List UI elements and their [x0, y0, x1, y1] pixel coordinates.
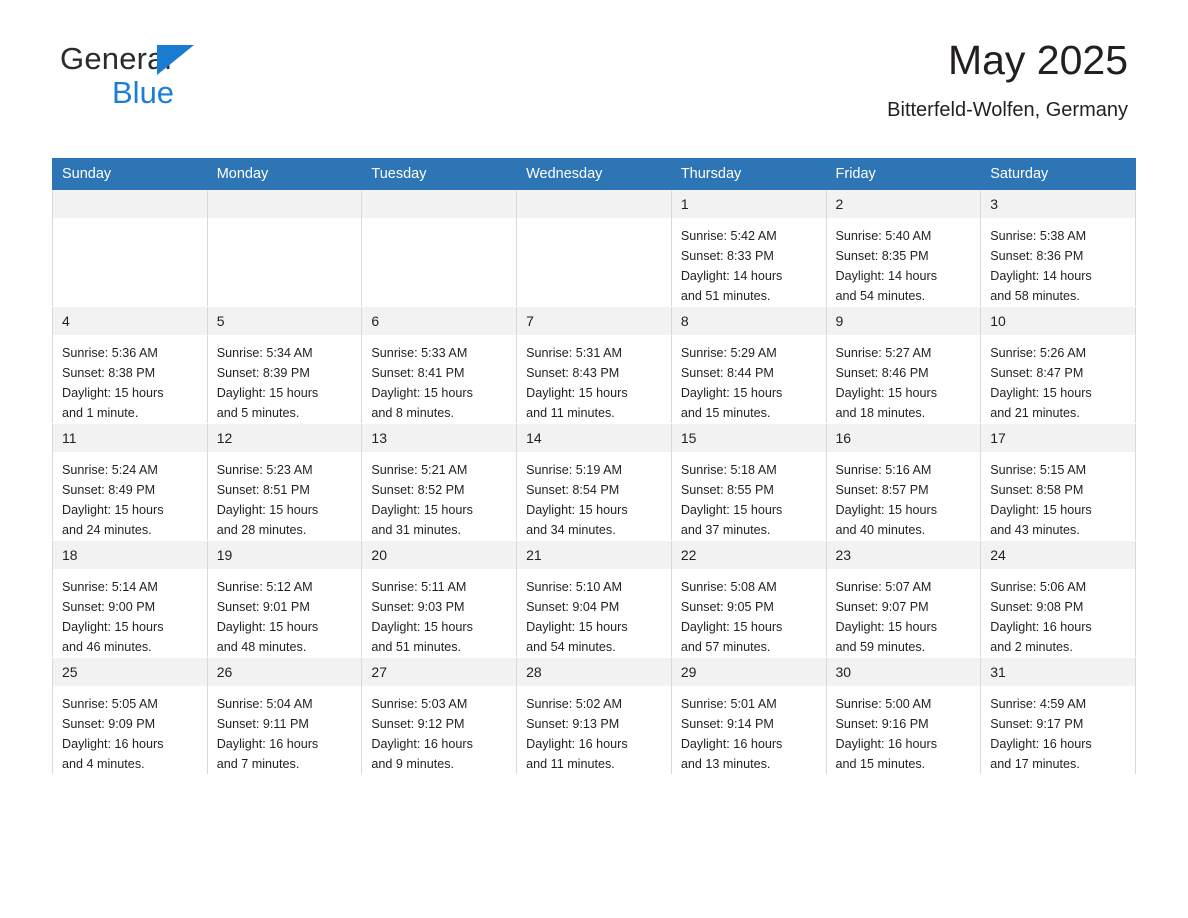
day-info-line: and 51 minutes.: [371, 640, 462, 654]
calendar-day-cell-empty: [362, 190, 517, 307]
day-number: 27: [362, 658, 516, 686]
day-info-line: Daylight: 16 hours: [216, 737, 319, 751]
day-info-line: Sunset: 8:49 PM: [62, 483, 156, 497]
day-info-line: Sunrise: 5:24 AM: [62, 463, 158, 477]
day-info-line: Sunrise: 5:07 AM: [835, 580, 932, 594]
day-info-line: Sunset: 9:03 PM: [371, 600, 465, 614]
calendar-week-row: [53, 658, 1136, 775]
calendar-day-cell[interactable]: [671, 541, 826, 658]
day-number: [517, 190, 671, 218]
day-number: 26: [208, 658, 362, 686]
day-info-line: Sunset: 8:58 PM: [990, 483, 1084, 497]
day-info-line: Daylight: 15 hours: [526, 620, 628, 634]
day-info-line: Sunrise: 5:08 AM: [680, 580, 777, 594]
day-info-line: Daylight: 15 hours: [990, 386, 1092, 400]
day-info-line: Daylight: 15 hours: [216, 386, 319, 400]
day-number: 19: [208, 541, 362, 569]
calendar-day-cell[interactable]: [826, 424, 981, 541]
day-info-line: Sunrise: 5:21 AM: [371, 463, 468, 477]
page-header: [52, 0, 1136, 121]
day-sun-info: [517, 686, 671, 774]
day-number: 1: [672, 190, 826, 218]
day-info-line: Sunset: 9:00 PM: [62, 600, 156, 614]
calendar-day-cell[interactable]: [53, 424, 208, 541]
day-info-line: Daylight: 15 hours: [216, 620, 319, 634]
day-info-line: Sunrise: 5:05 AM: [62, 697, 158, 711]
calendar-day-cell[interactable]: [826, 658, 981, 775]
day-info-line: Sunset: 9:04 PM: [526, 600, 620, 614]
day-sun-info: [981, 218, 1135, 306]
calendar-day-cell[interactable]: [981, 424, 1136, 541]
day-info-line: Sunrise: 5:01 AM: [680, 697, 777, 711]
day-number: 3: [981, 190, 1135, 218]
weekday-header-thursday: Thursday: [671, 159, 826, 190]
day-info-line: and 9 minutes.: [371, 757, 455, 771]
day-info-line: Daylight: 15 hours: [835, 620, 938, 634]
day-info-line: Sunrise: 5:34 AM: [216, 346, 313, 360]
logo-triangle-icon: [157, 45, 194, 75]
day-info-line: and 1 minute.: [62, 406, 139, 420]
calendar-day-cell[interactable]: [362, 307, 517, 424]
day-number: 4: [53, 307, 207, 335]
day-sun-info: [981, 452, 1135, 540]
day-info-line: Daylight: 15 hours: [680, 503, 783, 517]
day-sun-info: [672, 569, 826, 657]
day-info-line: Sunrise: 5:36 AM: [62, 346, 158, 360]
day-sun-info: [53, 686, 207, 774]
day-info-line: Sunrise: 5:15 AM: [990, 463, 1087, 477]
calendar-day-cell[interactable]: [207, 307, 362, 424]
day-sun-info: [362, 569, 516, 657]
day-info-line: Daylight: 16 hours: [371, 737, 473, 751]
day-info-line: Sunrise: 5:26 AM: [990, 346, 1087, 360]
day-info-line: and 18 minutes.: [835, 406, 926, 420]
day-number: 11: [53, 424, 207, 452]
day-info-line: Daylight: 16 hours: [990, 737, 1092, 751]
day-info-line: and 51 minutes.: [680, 289, 771, 303]
calendar-day-cell[interactable]: [207, 424, 362, 541]
day-number: [208, 190, 362, 218]
weekday-header-monday: Monday: [207, 159, 362, 190]
day-info-line: Daylight: 15 hours: [371, 620, 473, 634]
day-info-line: and 37 minutes.: [680, 523, 771, 537]
weekday-header-row: [53, 159, 1136, 190]
day-info-line: Sunset: 9:09 PM: [62, 717, 156, 731]
calendar-day-cell[interactable]: [362, 658, 517, 775]
day-info-line: Sunrise: 5:42 AM: [680, 229, 777, 243]
day-info-line: Sunrise: 5:11 AM: [371, 580, 467, 594]
day-info-line: Daylight: 16 hours: [526, 737, 628, 751]
weekday-header-tuesday: Tuesday: [362, 159, 517, 190]
calendar-day-cell[interactable]: [53, 658, 208, 775]
calendar-day-cell-empty: [53, 190, 208, 307]
day-info-line: and 48 minutes.: [216, 640, 307, 654]
day-info-line: Sunset: 9:13 PM: [526, 717, 620, 731]
day-info-line: Sunrise: 5:04 AM: [216, 697, 313, 711]
day-info-line: Sunset: 8:57 PM: [835, 483, 929, 497]
day-info-line: Daylight: 15 hours: [680, 386, 783, 400]
day-info-line: and 17 minutes.: [990, 757, 1080, 771]
day-info-line: Sunset: 8:35 PM: [835, 249, 929, 263]
day-info-line: Sunrise: 5:19 AM: [526, 463, 623, 477]
calendar-day-cell[interactable]: [826, 190, 981, 307]
day-sun-info: [827, 569, 981, 657]
day-info-line: Sunset: 8:38 PM: [62, 366, 156, 380]
day-info-line: and 34 minutes.: [526, 523, 616, 537]
day-info-line: and 40 minutes.: [835, 523, 926, 537]
calendar-day-cell[interactable]: [517, 541, 672, 658]
calendar-day-cell-empty: [207, 190, 362, 307]
calendar-day-cell[interactable]: [53, 541, 208, 658]
day-info-line: and 57 minutes.: [680, 640, 771, 654]
day-sun-info: [981, 335, 1135, 423]
day-info-line: and 5 minutes.: [216, 406, 300, 420]
day-sun-info: [208, 686, 362, 774]
calendar-day-cell[interactable]: [671, 658, 826, 775]
day-number: 6: [362, 307, 516, 335]
day-info-line: and 43 minutes.: [990, 523, 1080, 537]
day-number: 23: [827, 541, 981, 569]
day-info-line: Daylight: 16 hours: [680, 737, 783, 751]
day-info-line: Sunrise: 5:12 AM: [216, 580, 313, 594]
day-info-line: Sunset: 9:05 PM: [680, 600, 774, 614]
day-info-line: Daylight: 15 hours: [835, 503, 938, 517]
day-number: 14: [517, 424, 671, 452]
day-info-line: Sunrise: 5:06 AM: [990, 580, 1087, 594]
day-info-line: Daylight: 15 hours: [62, 620, 164, 634]
day-sun-info: [672, 218, 826, 306]
day-info-line: and 11 minutes.: [526, 406, 615, 420]
calendar-day-cell[interactable]: [671, 307, 826, 424]
day-info-line: Sunset: 8:46 PM: [835, 366, 929, 380]
day-number: 20: [362, 541, 516, 569]
logo-text-blue: Blue: [112, 75, 175, 110]
day-info-line: Sunset: 9:08 PM: [990, 600, 1084, 614]
day-info-line: Sunset: 9:14 PM: [680, 717, 774, 731]
calendar-day-cell[interactable]: [207, 658, 362, 775]
day-info-line: Sunset: 8:44 PM: [680, 366, 774, 380]
day-info-line: Sunset: 8:52 PM: [371, 483, 465, 497]
calendar-day-cell-empty: [517, 190, 672, 307]
day-info-line: Sunset: 8:47 PM: [990, 366, 1084, 380]
day-info-line: and 4 minutes.: [62, 757, 145, 771]
day-number: 13: [362, 424, 516, 452]
day-sun-info: [672, 452, 826, 540]
day-info-line: and 54 minutes.: [835, 289, 926, 303]
day-info-line: Daylight: 16 hours: [835, 737, 938, 751]
day-info-line: Sunset: 8:33 PM: [680, 249, 774, 263]
day-info-line: Sunset: 8:51 PM: [216, 483, 310, 497]
day-number: 17: [981, 424, 1135, 452]
day-info-line: Sunset: 9:01 PM: [216, 600, 310, 614]
calendar-week-row: [53, 307, 1136, 424]
day-number: 24: [981, 541, 1135, 569]
day-info-line: Sunset: 9:12 PM: [371, 717, 465, 731]
day-number: 31: [981, 658, 1135, 686]
day-info-line: Sunset: 8:36 PM: [990, 249, 1084, 263]
day-info-line: Sunrise: 4:59 AM: [990, 697, 1087, 711]
calendar-day-cell[interactable]: [517, 658, 672, 775]
day-info-line: Daylight: 14 hours: [990, 269, 1092, 283]
weekday-header-sunday: Sunday: [53, 159, 208, 190]
weekday-header-friday: Friday: [826, 159, 981, 190]
day-number: 7: [517, 307, 671, 335]
day-info-line: Sunrise: 5:38 AM: [990, 229, 1087, 243]
day-info-line: and 28 minutes.: [216, 523, 307, 537]
day-info-line: Sunrise: 5:00 AM: [835, 697, 932, 711]
day-info-line: and 13 minutes.: [680, 757, 771, 771]
day-number: 28: [517, 658, 671, 686]
day-info-line: Sunset: 8:54 PM: [526, 483, 620, 497]
logo-text-general: General: [60, 41, 172, 76]
day-info-line: Sunrise: 5:29 AM: [680, 346, 777, 360]
title-block: [887, 36, 1128, 122]
day-info-line: Sunrise: 5:18 AM: [680, 463, 777, 477]
calendar-day-cell[interactable]: [826, 307, 981, 424]
day-sun-info: [53, 452, 207, 540]
day-sun-info: [517, 452, 671, 540]
day-info-line: Daylight: 15 hours: [371, 503, 473, 517]
day-info-line: and 21 minutes.: [990, 406, 1080, 420]
weekday-header-wednesday: Wednesday: [517, 159, 672, 190]
day-info-line: Sunrise: 5:02 AM: [526, 697, 623, 711]
day-sun-info: [672, 335, 826, 423]
day-info-line: Sunrise: 5:10 AM: [526, 580, 623, 594]
day-sun-info: [827, 335, 981, 423]
day-number: 5: [208, 307, 362, 335]
day-info-line: Sunset: 9:11 PM: [216, 717, 309, 731]
calendar-week-row: [53, 424, 1136, 541]
calendar-day-cell[interactable]: [981, 190, 1136, 307]
day-info-line: Daylight: 15 hours: [835, 386, 938, 400]
day-info-line: and 54 minutes.: [526, 640, 616, 654]
day-sun-info: [517, 335, 671, 423]
day-number: 29: [672, 658, 826, 686]
generalblue-logo: [60, 42, 290, 114]
day-info-line: and 11 minutes.: [526, 757, 615, 771]
day-info-line: Sunset: 8:39 PM: [216, 366, 310, 380]
day-info-line: Daylight: 15 hours: [680, 620, 783, 634]
day-number: [362, 190, 516, 218]
day-sun-info: [672, 686, 826, 774]
day-info-line: Sunset: 8:55 PM: [680, 483, 774, 497]
day-info-line: Sunset: 9:17 PM: [990, 717, 1084, 731]
day-info-line: Sunrise: 5:40 AM: [835, 229, 932, 243]
calendar-body: [53, 190, 1136, 775]
day-info-line: Daylight: 15 hours: [990, 503, 1092, 517]
day-sun-info: [981, 686, 1135, 774]
calendar-table: [52, 158, 1136, 775]
day-info-line: Daylight: 15 hours: [62, 386, 164, 400]
day-sun-info: [827, 686, 981, 774]
day-info-line: Daylight: 15 hours: [371, 386, 473, 400]
location-subtitle: Bitterfeld-Wolfen, Germany: [887, 99, 1128, 121]
day-info-line: and 7 minutes.: [216, 757, 300, 771]
day-number: 30: [827, 658, 981, 686]
calendar-day-cell[interactable]: [53, 307, 208, 424]
day-info-line: Sunrise: 5:03 AM: [371, 697, 468, 711]
day-info-line: Sunrise: 5:33 AM: [371, 346, 468, 360]
day-info-line: Daylight: 15 hours: [216, 503, 319, 517]
day-number: 15: [672, 424, 826, 452]
day-info-line: Daylight: 15 hours: [526, 386, 628, 400]
calendar-day-cell[interactable]: [671, 424, 826, 541]
calendar-day-cell[interactable]: [981, 658, 1136, 775]
day-info-line: Daylight: 14 hours: [680, 269, 783, 283]
calendar-day-cell[interactable]: [981, 541, 1136, 658]
day-info-line: and 58 minutes.: [990, 289, 1080, 303]
day-info-line: Sunrise: 5:16 AM: [835, 463, 932, 477]
page-title: May 2025: [947, 37, 1128, 83]
calendar-week-row: [53, 541, 1136, 658]
calendar-day-cell[interactable]: [517, 307, 672, 424]
day-sun-info: [362, 452, 516, 540]
day-sun-info: [53, 569, 207, 657]
calendar-day-cell[interactable]: [826, 541, 981, 658]
calendar-day-cell[interactable]: [362, 541, 517, 658]
calendar-day-cell[interactable]: [207, 541, 362, 658]
day-info-line: Daylight: 16 hours: [62, 737, 164, 751]
day-number: 22: [672, 541, 826, 569]
day-sun-info: [208, 335, 362, 423]
day-info-line: and 15 minutes.: [835, 757, 926, 771]
day-info-line: and 31 minutes.: [371, 523, 462, 537]
day-info-line: and 59 minutes.: [835, 640, 926, 654]
day-info-line: Sunset: 9:16 PM: [835, 717, 929, 731]
day-info-line: Sunset: 9:07 PM: [835, 600, 929, 614]
day-number: 21: [517, 541, 671, 569]
day-number: 9: [827, 307, 981, 335]
calendar-week-row: [53, 190, 1136, 307]
day-info-line: and 46 minutes.: [62, 640, 152, 654]
calendar-day-cell[interactable]: [981, 307, 1136, 424]
calendar-day-cell[interactable]: [362, 424, 517, 541]
day-info-line: Daylight: 15 hours: [526, 503, 628, 517]
day-info-line: Daylight: 16 hours: [990, 620, 1092, 634]
day-sun-info: [827, 452, 981, 540]
day-number: 12: [208, 424, 362, 452]
day-info-line: and 8 minutes.: [371, 406, 455, 420]
day-info-line: Sunrise: 5:31 AM: [526, 346, 623, 360]
day-info-line: and 24 minutes.: [62, 523, 152, 537]
day-number: 16: [827, 424, 981, 452]
day-sun-info: [827, 218, 981, 306]
day-info-line: and 2 minutes.: [990, 640, 1073, 654]
weekday-header-saturday: Saturday: [981, 159, 1136, 190]
day-sun-info: [208, 569, 362, 657]
day-number: 2: [827, 190, 981, 218]
day-info-line: Sunrise: 5:14 AM: [62, 580, 158, 594]
day-info-line: Sunset: 8:43 PM: [526, 366, 620, 380]
day-sun-info: [53, 335, 207, 423]
day-sun-info: [362, 335, 516, 423]
day-info-line: Sunrise: 5:23 AM: [216, 463, 313, 477]
day-sun-info: [981, 569, 1135, 657]
day-info-line: Sunset: 8:41 PM: [371, 366, 465, 380]
day-info-line: Sunrise: 5:27 AM: [835, 346, 932, 360]
day-sun-info: [362, 686, 516, 774]
day-info-line: Daylight: 15 hours: [62, 503, 164, 517]
day-sun-info: [517, 569, 671, 657]
day-number: 10: [981, 307, 1135, 335]
day-info-line: and 15 minutes.: [680, 406, 771, 420]
day-number: 8: [672, 307, 826, 335]
calendar-day-cell[interactable]: [671, 190, 826, 307]
day-number: [53, 190, 207, 218]
day-info-line: Daylight: 14 hours: [835, 269, 938, 283]
calendar-day-cell[interactable]: [517, 424, 672, 541]
day-number: 18: [53, 541, 207, 569]
day-number: 25: [53, 658, 207, 686]
day-sun-info: [208, 452, 362, 540]
